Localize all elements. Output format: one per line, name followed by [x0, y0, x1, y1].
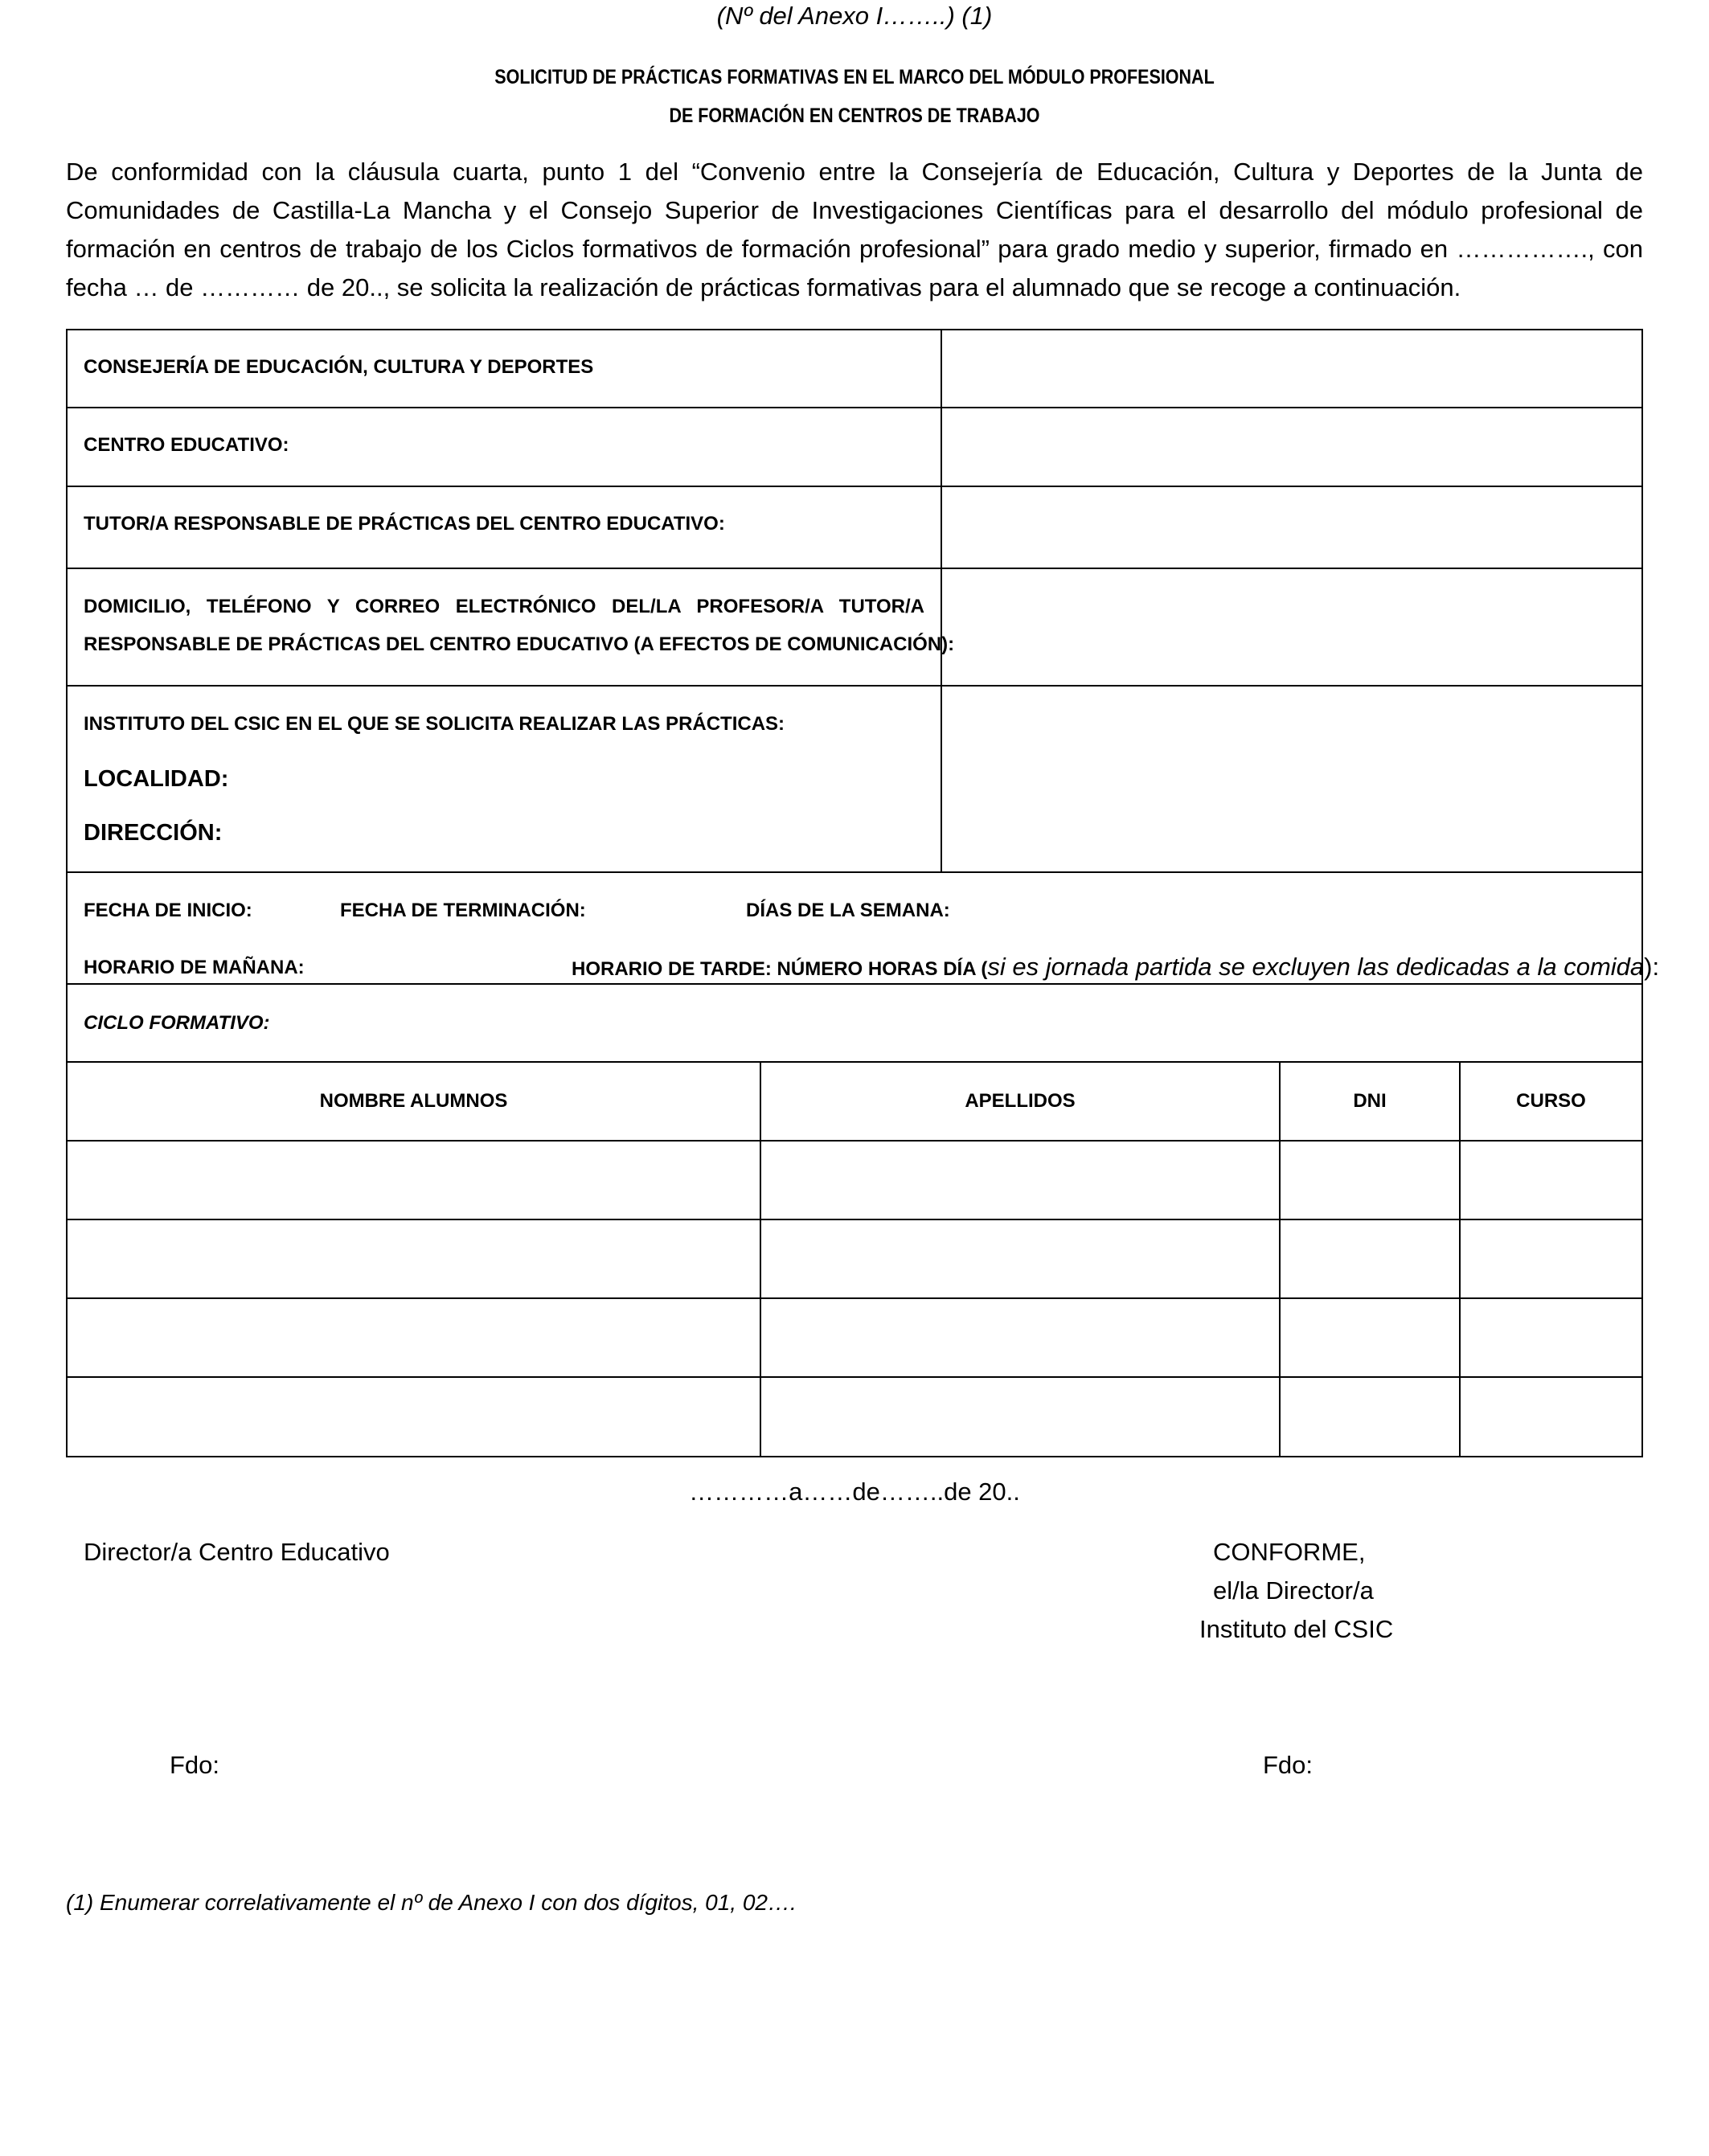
horario-tarde-text: HORARIO DE TARDE: NÚMERO HORAS DÍA (	[572, 958, 988, 980]
document-title-line-2: DE FORMACIÓN EN CENTROS DE TRABAJO	[669, 105, 1040, 127]
dias-semana-label: DÍAS DE LA SEMANA:	[746, 900, 950, 921]
domicilio-field[interactable]	[942, 569, 1641, 684]
instituto-field[interactable]	[942, 687, 1641, 871]
header-apellidos: APELLIDOS	[965, 1090, 1076, 1112]
instituto-label: INSTITUTO DEL CSIC EN EL QUE SE SOLICITA REALIZAR LAS PRÁCTICAS:	[84, 713, 785, 735]
place-date-line: …………a……de……..de 20..	[689, 1478, 1020, 1506]
domicilio-label-line-2: RESPONSABLE DE PRÁCTICAS DEL CENTRO EDUCATIVO (A EFECTOS DE COMUNICACIÓN):	[84, 633, 955, 655]
centro-educativo-label: CENTRO EDUCATIVO:	[84, 434, 289, 456]
header-dni: DNI	[1353, 1090, 1387, 1112]
annex-number: (Nº del Anexo I……..) (1)	[716, 2, 993, 30]
ciclo-formativo-label: CICLO FORMATIVO:	[84, 1012, 270, 1034]
fecha-terminacion-label: FECHA DE TERMINACIÓN:	[340, 900, 586, 921]
tutor-label: TUTOR/A RESPONSABLE DE PRÁCTICAS DEL CENTRO EDUCATIVO:	[84, 513, 725, 535]
table-row[interactable]	[68, 1378, 1641, 1456]
horario-tarde-label	[572, 953, 1659, 982]
table-row[interactable]	[68, 1220, 1641, 1297]
consejeria-label: CONSEJERÍA DE EDUCACIÓN, CULTURA Y DEPORTES	[84, 356, 594, 378]
signature-left: Fdo:	[170, 1751, 220, 1779]
document-title-line-1: SOLICITUD DE PRÁCTICAS FORMATIVAS EN EL MARCO DEL MÓDULO PROFESIONAL	[494, 66, 1215, 88]
conforme-label: CONFORME,	[1213, 1538, 1366, 1566]
signature-right: Fdo:	[1263, 1751, 1314, 1779]
director-instituto-label: el/la Director/a	[1213, 1576, 1374, 1605]
header-curso: CURSO	[1516, 1090, 1586, 1112]
domicilio-label-line-1: DOMICILIO, TELÉFONO Y CORREO ELECTRÓNICO DEL/LA PROFESOR/A TUTOR/A	[84, 596, 924, 617]
director-centro-label: Director/a Centro Educativo	[84, 1538, 390, 1566]
header-nombre-alumnos: NOMBRE ALUMNOS	[319, 1090, 508, 1112]
horario-tarde-end: ):	[1644, 953, 1660, 981]
table-row[interactable]	[68, 1142, 1641, 1218]
consejeria-field[interactable]	[942, 330, 1641, 406]
row-divider	[66, 1061, 1643, 1063]
instituto-csic-label: Instituto del CSIC	[1199, 1615, 1394, 1643]
table-row[interactable]	[68, 1299, 1641, 1375]
localidad-label: LOCALIDAD:	[84, 766, 229, 792]
row-divider	[66, 983, 1643, 985]
fecha-inicio-label: FECHA DE INICIO:	[84, 900, 252, 921]
centro-educativo-field[interactable]	[942, 408, 1641, 485]
direccion-label: DIRECCIÓN:	[84, 820, 223, 846]
row-divider	[66, 871, 1643, 873]
horario-manana-label: HORARIO DE MAÑANA:	[84, 957, 305, 978]
intro-paragraph: De conformidad con la cláusula cuarta, punto 1 del “Convenio entre la Consejería de Educación, Cultura y Deportes de la Junta de Comunidades de Castilla-La Mancha y el Consejo Superior de Investigaciones Científicas para el desarrollo del módulo profesional de formación en centros de trabajo de los Ciclos formativos de formación profesional” para grado medio y superior, firmado en ……………., con fecha … de ………… de 20.., se solicita la realización de prácticas formativas para el alumnado que se recoge a continuación.	[66, 158, 1643, 301]
tutor-field[interactable]	[942, 487, 1641, 567]
horario-tarde-note: si es jornada partida se excluyen las dedicadas a la comida	[987, 953, 1645, 981]
footnote: (1) Enumerar correlativamente el nº de Anexo I con dos dígitos, 01, 02….	[66, 1890, 797, 1915]
